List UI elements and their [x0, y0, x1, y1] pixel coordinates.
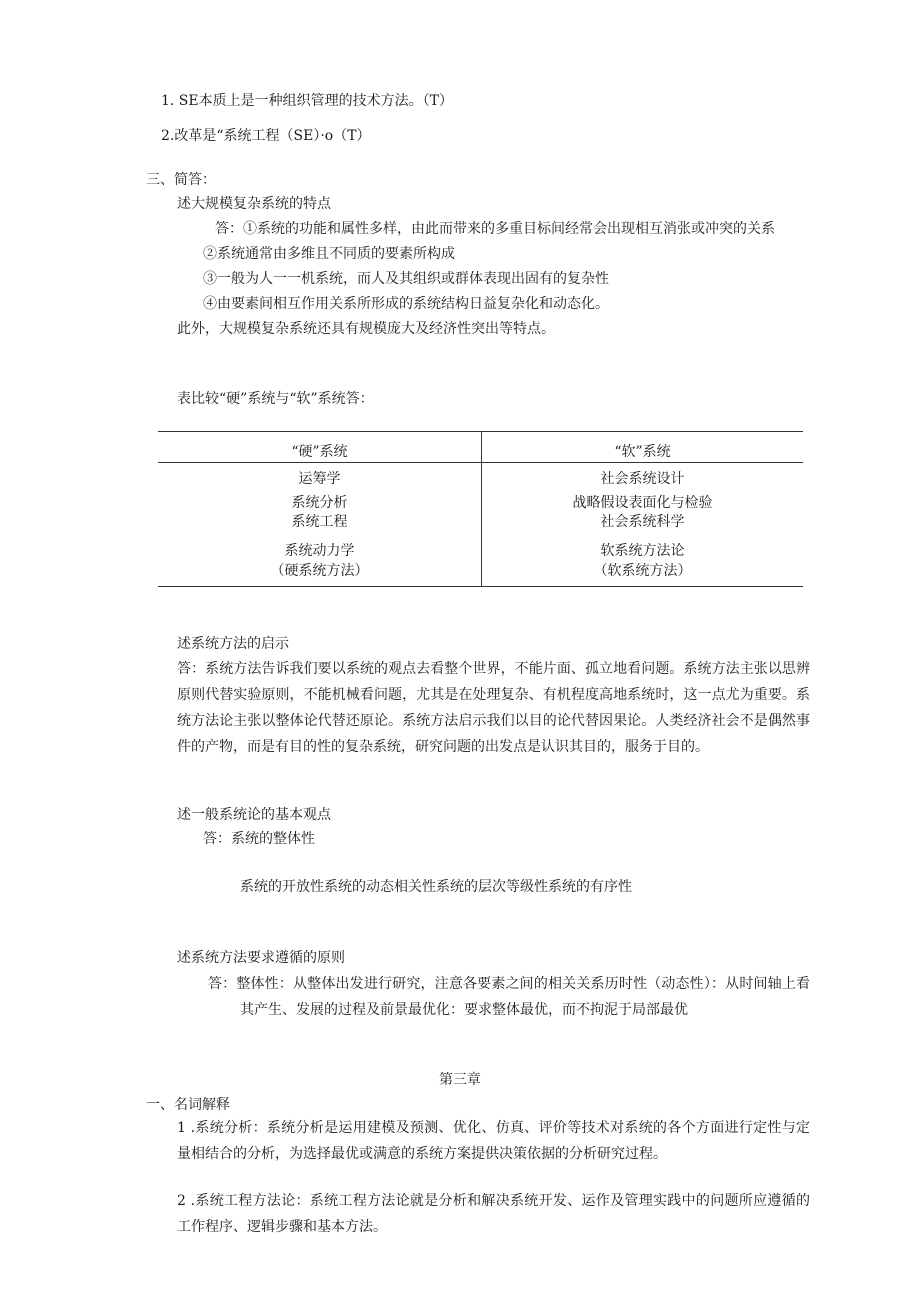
table-cell-soft: 社会系统科学	[600, 514, 685, 530]
answer-line-2: ②系统通常由多维且不同质的要素所构成	[203, 246, 455, 262]
definition-item: 1 .系统分析：系统分析是运用建模及预测、优化、仿真、评价等技术对系统的各个方面进行定性与定量相结合的分析，为选择最优或满意的系统方案提供决策依据的分析研究过程。	[177, 1120, 810, 1162]
question-title-large-complex-systems: 述大规模复杂系统的特点	[177, 196, 331, 212]
answer-paragraph: 答：系统方法告诉我们要以系统的观点去看整个世界，不能片面、孤立地看问题。系统方法主张以思辨原则代替实验原则，不能机械看问题，尤其是在处理复杂、有机程度高地系统时，这一点尤为重要。系统方法论主张以整体论代替还原论。系统方法启示我们以目的论代替因果论。人类经济社会不是偶然事件的产物，而是有目的性的复杂系统，研究问题的出发点是认识其目的，服务于目的。	[177, 661, 810, 755]
table-cell-soft: 社会系统设计	[600, 471, 685, 487]
table-bottom-rule	[158, 586, 803, 587]
table-cell-hard: 系统工程	[291, 514, 348, 530]
answer-line-1: 答：①系统的功能和属性多样，由此而带来的多重目标间经常会出现相互消张或冲突的关系	[215, 221, 775, 237]
chapter-title: 第三章	[439, 1072, 481, 1088]
answer-line-4: ④由要素间相互作用关系所形成的系统结构日益复杂化和动态化。	[203, 296, 609, 312]
answer-line: 答：系统的整体性	[203, 831, 315, 847]
section-heading-short-answer: 三、简答：	[146, 172, 216, 188]
table-cell-hard: 系统分析	[291, 495, 348, 511]
tf-item-1: 1. SE本质上是一种组织管理的技术方法。（T）	[161, 93, 453, 109]
answer-line-3: ③一般为人一一机系统，而人及其组织或群体表现出固有的复杂性	[203, 271, 609, 287]
question-title-system-method-insights: 述系统方法的启示	[177, 636, 289, 652]
table-cell-soft: 战略假设表面化与检验	[572, 495, 713, 511]
table-header-soft: “软”系统	[614, 444, 671, 460]
question-title-general-systems-theory: 述一般系统论的基本观点	[177, 807, 331, 823]
table-cell-hard: （硬系统方法）	[270, 563, 369, 579]
question-title-system-method-principles: 述系统方法要求遵循的原则	[177, 950, 345, 966]
table-header-hard: “硬”系统	[291, 444, 348, 460]
table-cell-soft: 软系统方法论	[600, 543, 685, 559]
table-caption: 表比较“硬”系统与“软”系统答：	[177, 391, 374, 407]
table-cell-hard: 运筹学	[298, 471, 341, 487]
tf-item-2: 2.改革是“系统工程（SE）·o（T）	[161, 128, 371, 144]
table-cell-soft: （软系统方法）	[593, 563, 692, 579]
answer-paragraph: 答：整体性：从整体出发进行研究，注意各要素之间的相关关系历时性（动态性）：从时间轴上看其产生、发展的过程及前景最优化：要求整体最优，而不拘泥于局部最优	[208, 976, 810, 1018]
answer-extra: 此外，大规模复杂系统还具有规模庞大及经济性突出等特点。	[177, 321, 555, 337]
section-heading-definitions: 一、名词解释	[146, 1097, 230, 1113]
table-cell-hard: 系统动力学	[284, 543, 355, 559]
answer-line: 系统的开放性系统的动态相关性系统的层次等级性系统的有序性	[240, 879, 632, 895]
definition-item: 2 .系统工程方法论：系统工程方法论就是分析和解决系统开发、运作及管理实践中的问题所应遵循的工作程序、逻辑步骤和基本方法。	[177, 1193, 810, 1235]
